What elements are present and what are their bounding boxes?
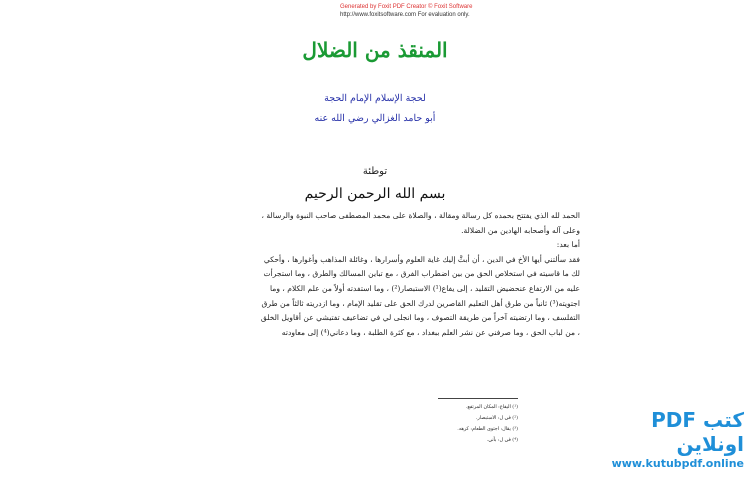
body-line: فقد سألتني أيها الأخ في الدين ، أن أبثَّ إليك غاية العلوم وأسرارها ، وغائلة المذاهب وأغوارها ، وأحكي <box>263 254 580 264</box>
body-line: اجتويته(³) ثانياً من طرق أهل التعليم القاصرين لدرك الحق على تقليد الإمام ، وما ازدريته ثالثاً من طرق <box>261 298 580 308</box>
foxit-generated-line: Generated by Foxit PDF Creator © Foxit Software <box>340 4 473 10</box>
body-line: ، من لباب الحق ، وما صرفني عن نشر العلم ببغداد ، مع كثرة الطلبة ، وما دعاني(⁴) إلى معاودته <box>281 327 580 337</box>
watermark <box>584 408 744 472</box>
watermark-brand: كتب PDF اونلاين <box>651 408 744 456</box>
body-line: الحمد لله الذي يفتتح بحمده كل رسالة ومقالة ، والصلاة على محمد المصطفى صاحب النبوة والرسالة ، <box>261 211 580 220</box>
basmala: بسم الله الرحمن الرحيم <box>304 186 446 202</box>
body-line: وعلى آله وأصحابه الهادين من الضلالة. <box>461 225 580 235</box>
footnote-divider <box>438 398 518 399</box>
body-line: عليه من الارتفاع عنحضيض التقليد ، إلى يفاع(¹) الاستبصار(²) ، وما استفدته أولاً من علم الكلام ، وما <box>269 283 580 293</box>
body-line: لك ما قاسيته في استخلاص الحق من بين اضطراب الفرق ، مع تباين المسالك والطرق ، وما استجرأت <box>263 269 580 279</box>
body-line: التفلسف ، وما ارتضيته آخراً من طريقة التصوف ، وما انجلى لي في تضاعيف تفتيشي عن أقاويل الخلق <box>260 313 580 323</box>
footnote-item: (³) يقال: اجتوى الطعام: كرهه. <box>457 427 518 432</box>
footnote-item: (⁴) في ل: بأني. <box>486 438 518 443</box>
book-title: المنقذ من الضلال <box>302 38 448 62</box>
foxit-url-line: http://www.foxitsoftware.com For evaluation only. <box>340 12 470 18</box>
body-text <box>160 209 580 340</box>
author-line-1: لحجة الإسلام الإمام الحجة <box>324 93 426 104</box>
intro-heading: توطئة <box>362 166 388 177</box>
foxit-header <box>340 3 520 19</box>
author-line-2: أبو حامد الغزالي رضي الله عنه <box>314 113 436 124</box>
watermark-site: www.kutubpdf.online <box>611 457 744 470</box>
footnote-item: (¹) اليفاع: المكان المرتفع. <box>465 405 518 410</box>
footnote-item: (²) في ل: الاستبصار. <box>475 416 518 421</box>
footnotes <box>420 402 518 446</box>
body-line: أما بعد: <box>556 240 580 250</box>
